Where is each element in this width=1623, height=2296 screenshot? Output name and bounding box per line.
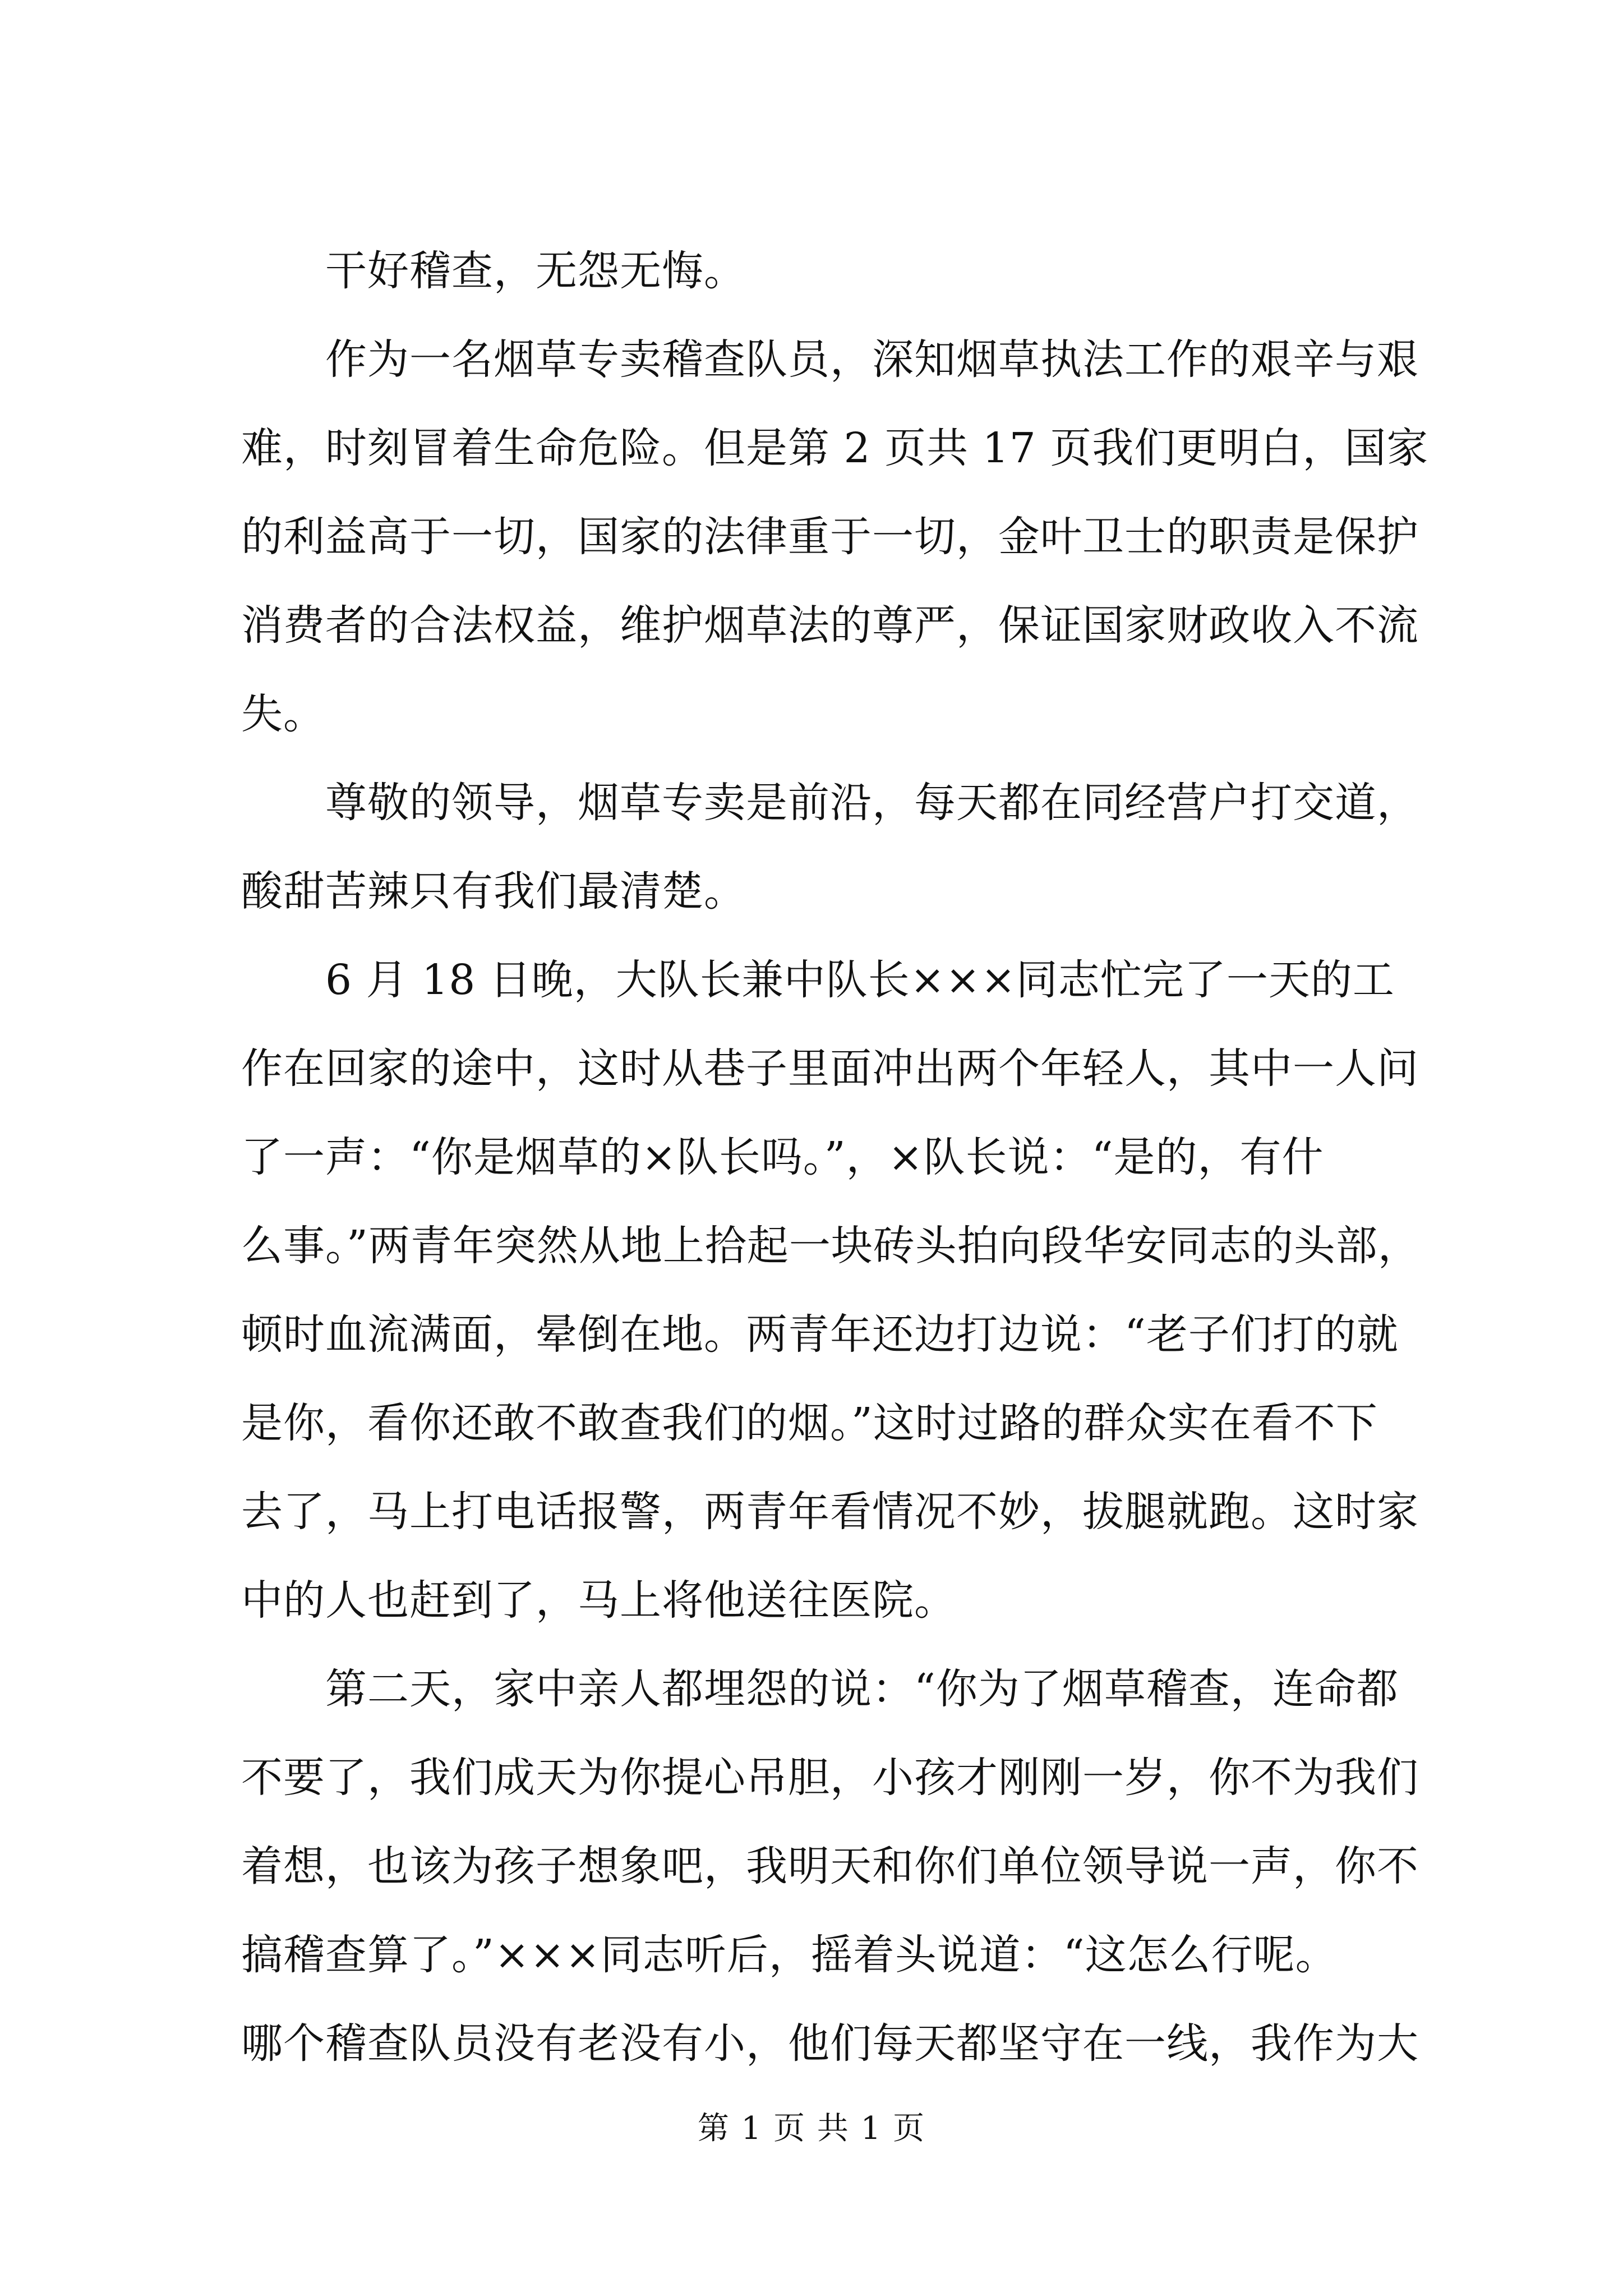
- text-line: 难，时刻冒着生命危险。但是第 2 页共 17 页我们更明白，国家: [241, 424, 1429, 472]
- text-line: 中的人也赶到了，马上将他送往医院。: [241, 1576, 956, 1625]
- text-line: 消费者的合法权益，维护烟草法的尊严，保证国家财政收入不流: [241, 601, 1419, 650]
- text-line: 去了，马上打电话报警，两青年看情况不妙，拔腿就跑。这时家: [241, 1488, 1419, 1536]
- body-text: [241, 227, 1429, 2088]
- text-line: 的利益高于一切，国家的法律重于一切，金叶卫士的职责是保护: [241, 513, 1419, 561]
- text-line: 失。: [241, 690, 325, 738]
- text-line: 不要了，我们成天为你提心吊胆，小孩才刚刚一岁，你不为我们: [241, 1754, 1419, 1802]
- text-line: 搞稽查算了。”×××同志听后，摇着头说道：“这怎么行呢。: [241, 1931, 1338, 1979]
- text-line: 顿时血流满面，晕倒在地。两青年还边打边说：“老子们打的就: [241, 1310, 1399, 1359]
- page-footer: 第 1 页 共 1 页: [697, 2110, 926, 2147]
- text-line: 尊敬的领导，烟草专卖是前沿，每天都在同经营户打交道，: [325, 779, 1419, 827]
- text-line: 作在回家的途中，这时从巷子里面冲出两个年轻人，其中一人问: [241, 1045, 1419, 1093]
- text-line: 哪个稽查队员没有老没有小，他们每天都坚守在一线，我作为大: [241, 2019, 1419, 2068]
- text-line: 作为一名烟草专卖稽查队员，深知烟草执法工作的艰辛与艰: [325, 335, 1419, 384]
- text-line: 着想，也该为孩子想象吧，我明天和你们单位领导说一声，你不: [241, 1842, 1419, 1890]
- text-line: 是你，看你还敢不敢查我们的烟。”这时过路的群众实在看不下: [241, 1399, 1378, 1447]
- text-line: 第二天，家中亲人都埋怨的说：“你为了烟草稽查，连命都: [325, 1665, 1399, 1713]
- text-line: 6 月 18 日晚，大队长兼中队长×××同志忙完了一天的工: [325, 956, 1395, 1004]
- text-line: 干好稽查，无怨无悔。: [325, 247, 746, 295]
- text-line: 了一声：“你是烟草的×队长吗。”，×队长说：“是的，有什: [241, 1133, 1324, 1181]
- text-line: 么事。”两青年突然从地上拾起一块砖头拍向段华安同志的头部，: [241, 1222, 1420, 1270]
- text-line: 酸甜苦辣只有我们最清楚。: [241, 867, 746, 915]
